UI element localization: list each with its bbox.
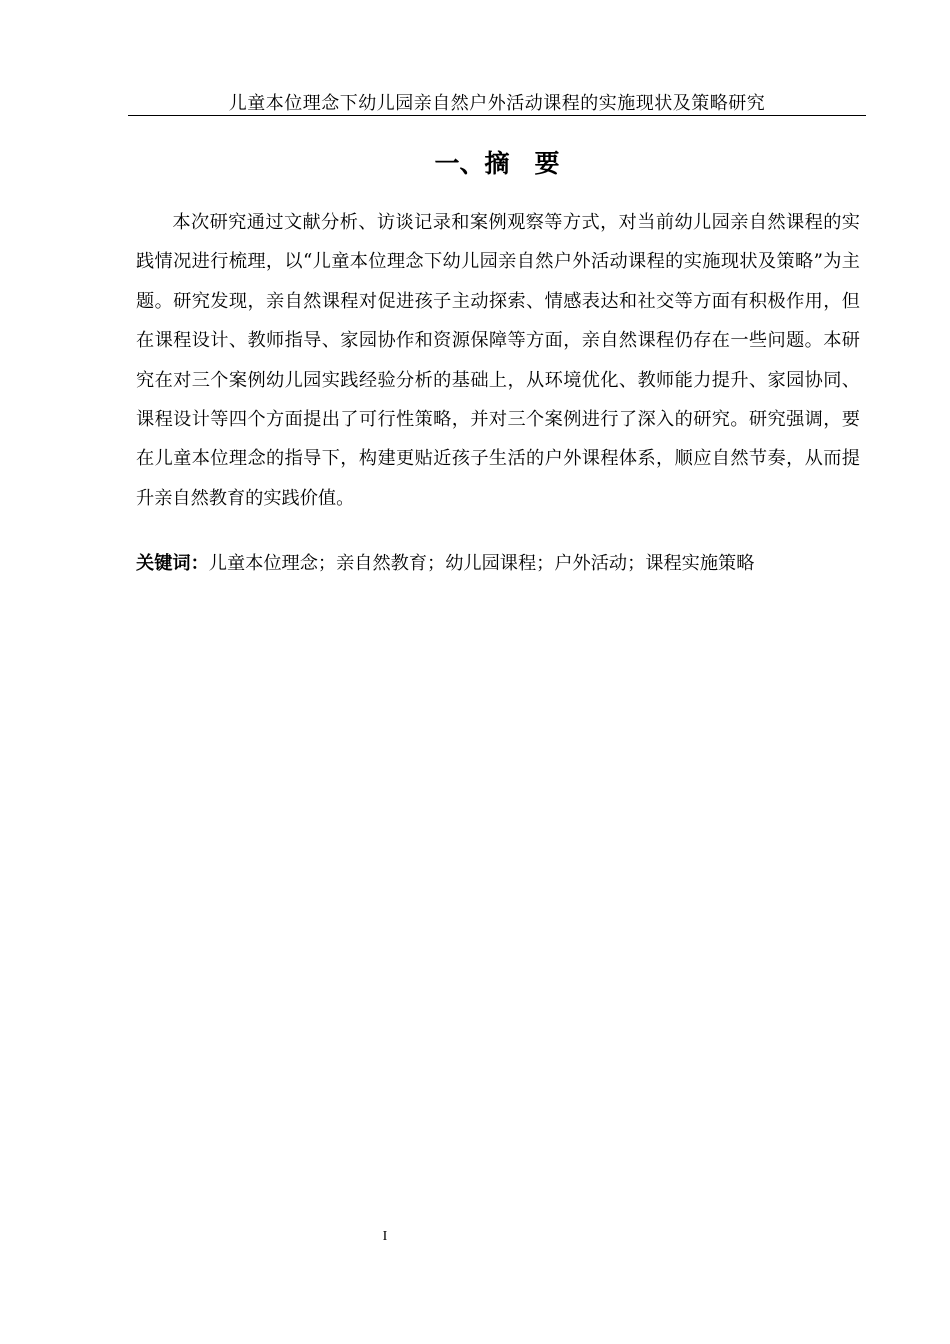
page-number: I (382, 1229, 388, 1244)
keywords-text: 儿童本位理念；亲自然教育；幼儿园课程；户外活动；课程实施策略 (208, 553, 755, 574)
header-rule (128, 115, 866, 116)
keywords-label: 关键词： (136, 553, 209, 574)
keywords-line (136, 550, 860, 578)
running-header: 儿童本位理念下幼儿园亲自然户外活动课程的实施现状及策略研究 (228, 93, 766, 114)
section-title: 一、摘 要 (434, 149, 560, 178)
abstract-paragraph: 本次研究通过文献分析、访谈记录和案例观察等方式，对当前幼儿园亲自然课程的实践情况进行梳理，以“儿童本位理念下幼儿园亲自然户外活动课程的实施现状及策略”为主题。研究发现，亲自然课程对促进孩子主动探索、情感表达和社交等方面有积极作用，但在课程设计、教师指导、家园协作和资源保障等方面，亲自然课程仍存在一些问题。本研究在对三个案例幼儿园实践经验分析的基础上，从环境优化、教师能力提升、家园协同、课程设计等四个方面提出了可行性策略，并对三个案例进行了深入的研究。研究强调，要在儿童本位理念的指导下，构建更贴近孩子生活的户外课程体系，顺应自然节奏，从而提升亲自然教育的实践价值。 (136, 212, 860, 509)
